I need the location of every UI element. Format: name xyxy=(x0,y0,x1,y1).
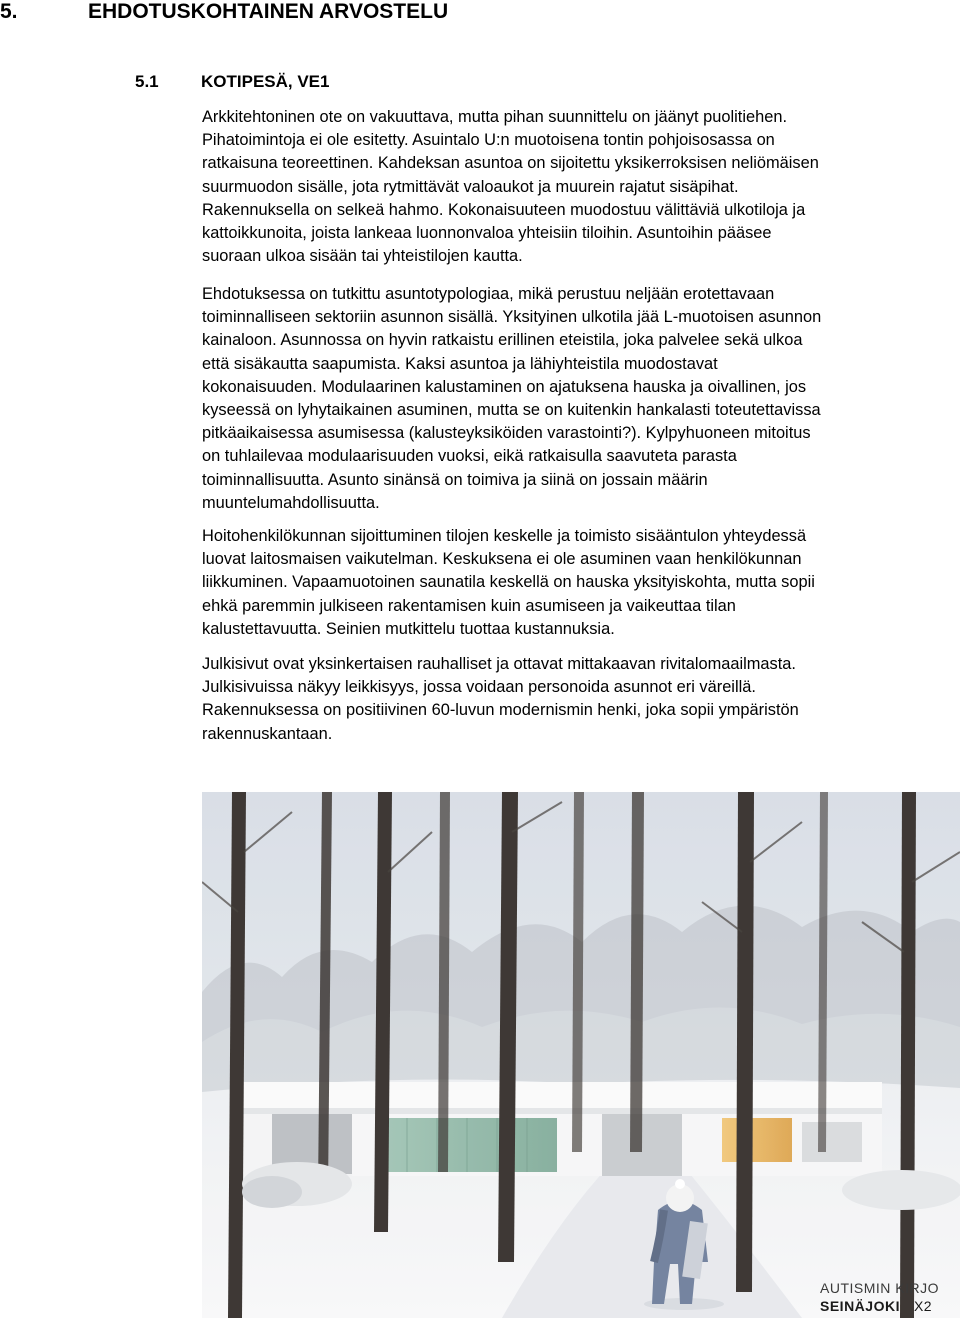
rendering-svg xyxy=(202,792,960,1318)
section-number: 5.1 xyxy=(135,72,159,91)
image-caption xyxy=(820,1279,939,1315)
text-line: kainaloon. Asunnossa on hyvin ratkaistu erillinen eteistila, joka palvelee sekä ulkoa xyxy=(202,331,803,350)
paragraph-2 xyxy=(202,283,960,515)
chapter-number: 5. xyxy=(0,0,18,23)
text-line: rakennuskantaan. xyxy=(202,724,333,743)
text-line: toiminnallisuutta. Asunto sinänsä on toimiva ja siinä on jossain määrin xyxy=(202,470,708,489)
paragraph-3 xyxy=(202,525,960,641)
caption-code: X2 xyxy=(913,1298,933,1314)
text-line: kyseessä on lyhytaikainen asuminen, mutta se on kuitenkin hankalasti toteutettavissa xyxy=(202,401,821,420)
text-line: toiminnalliseen sektoriin asunnon sisällä. Yksityinen ulkotila jää L-muotoisen asunnon xyxy=(202,308,822,327)
text-line: Rakennuksella on selkeä hahmo. Kokonaisuuteen muodostuu välittäviä ulkotiloja ja xyxy=(202,200,806,219)
text-line: Pihatoimintoja ei ole esitetty. Asuintalo U:n muotoisena tontin pohjoisosassa on xyxy=(202,131,775,150)
caption-title: AUTISMIN KIRJO xyxy=(820,1280,940,1296)
section-title: KOTIPESÄ, VE1 xyxy=(201,72,330,91)
text-line: ratkaisuna teoreettinen. Kahdeksan asuntoa on sijoitettu yksikerroksisen neliömäisen xyxy=(202,154,819,173)
paragraph-4 xyxy=(202,653,960,746)
text-line: Rakennuksessa on positiivinen 60-luvun modernismin henki, joka sopii ympäristön xyxy=(202,701,799,720)
text-line: Ehdotuksessa on tutkittu asuntotypologiaa, mikä perustuu neljään erotettavaan xyxy=(202,285,775,303)
text-line: kalustettavuutta. Seinien mutkittelu tuottaa kustannuksia. xyxy=(202,619,615,638)
text-line: kattoikkunoita, joista lankeaa luonnonvaloa yhteisiin tiloihin. Asuntoihin pääsee xyxy=(202,224,772,243)
text-line: luovat laitosmaisen vaikutelman. Keskuksena ei ole asuminen vaan henkilökunnan xyxy=(202,550,802,569)
text-line: suurmuodon sisälle, jota rytmittävät valoaukot ja muurein rajatut sisäpihat. xyxy=(202,177,739,196)
caption-location xyxy=(820,1297,939,1315)
text-line: Hoitohenkilökunnan sijoittuminen tilojen keskelle ja toimisto sisääntulon yhteydessä xyxy=(202,527,807,545)
text-line: muuntelumahdollisuutta. xyxy=(202,493,380,512)
text-line: ehkä paremmin julkiseen rakentamisen kuin asumiseen ja vaikeuttaa tilan xyxy=(202,596,736,615)
text-line: on tuhlailevaa modulaarisuuden vuoksi, eikä ratkaisulla saavuteta parasta xyxy=(202,447,737,466)
text-line: että sisäkautta saapumista. Kaksi asuntoa ja lähiyhteistila muodostavat xyxy=(202,354,718,373)
text-line: kokonaisuuden. Modulaarinen kalustaminen on ajatuksena hauska ja oivallinen, jos xyxy=(202,377,807,396)
text-line: Julkisivut ovat yksinkertaisen rauhalliset ja ottavat mittakaavan rivitalomaailmasta. xyxy=(202,655,796,673)
caption-city: SEINÄJOKI xyxy=(820,1298,900,1314)
architectural-rendering xyxy=(202,792,960,1318)
paragraph-1 xyxy=(202,106,960,268)
snow-haze xyxy=(202,792,960,1318)
text-line: Julkisivuissa näkyy leikkisyys, jossa voidaan personoida asunnot eri väreillä. xyxy=(202,678,756,697)
text-line: pitkäaikaisessa asumisessa (kalusteyksiköiden varastointi?). Kylpyhuoneen mitoitus xyxy=(202,424,811,443)
text-line: liikkuminen. Vapaamuotoinen saunatila keskellä on hauska yksityiskohta, mutta sopii xyxy=(202,573,815,592)
text-line: suoraan ulkoa sisään tai yhteistilojen kautta. xyxy=(202,247,523,266)
text-line: Arkkitehtoninen ote on vakuuttava, mutta pihan suunnittelu on jäänyt puolitiehen. xyxy=(202,108,787,126)
chapter-title: EHDOTUSKOHTAINEN ARVOSTELU xyxy=(88,0,449,23)
